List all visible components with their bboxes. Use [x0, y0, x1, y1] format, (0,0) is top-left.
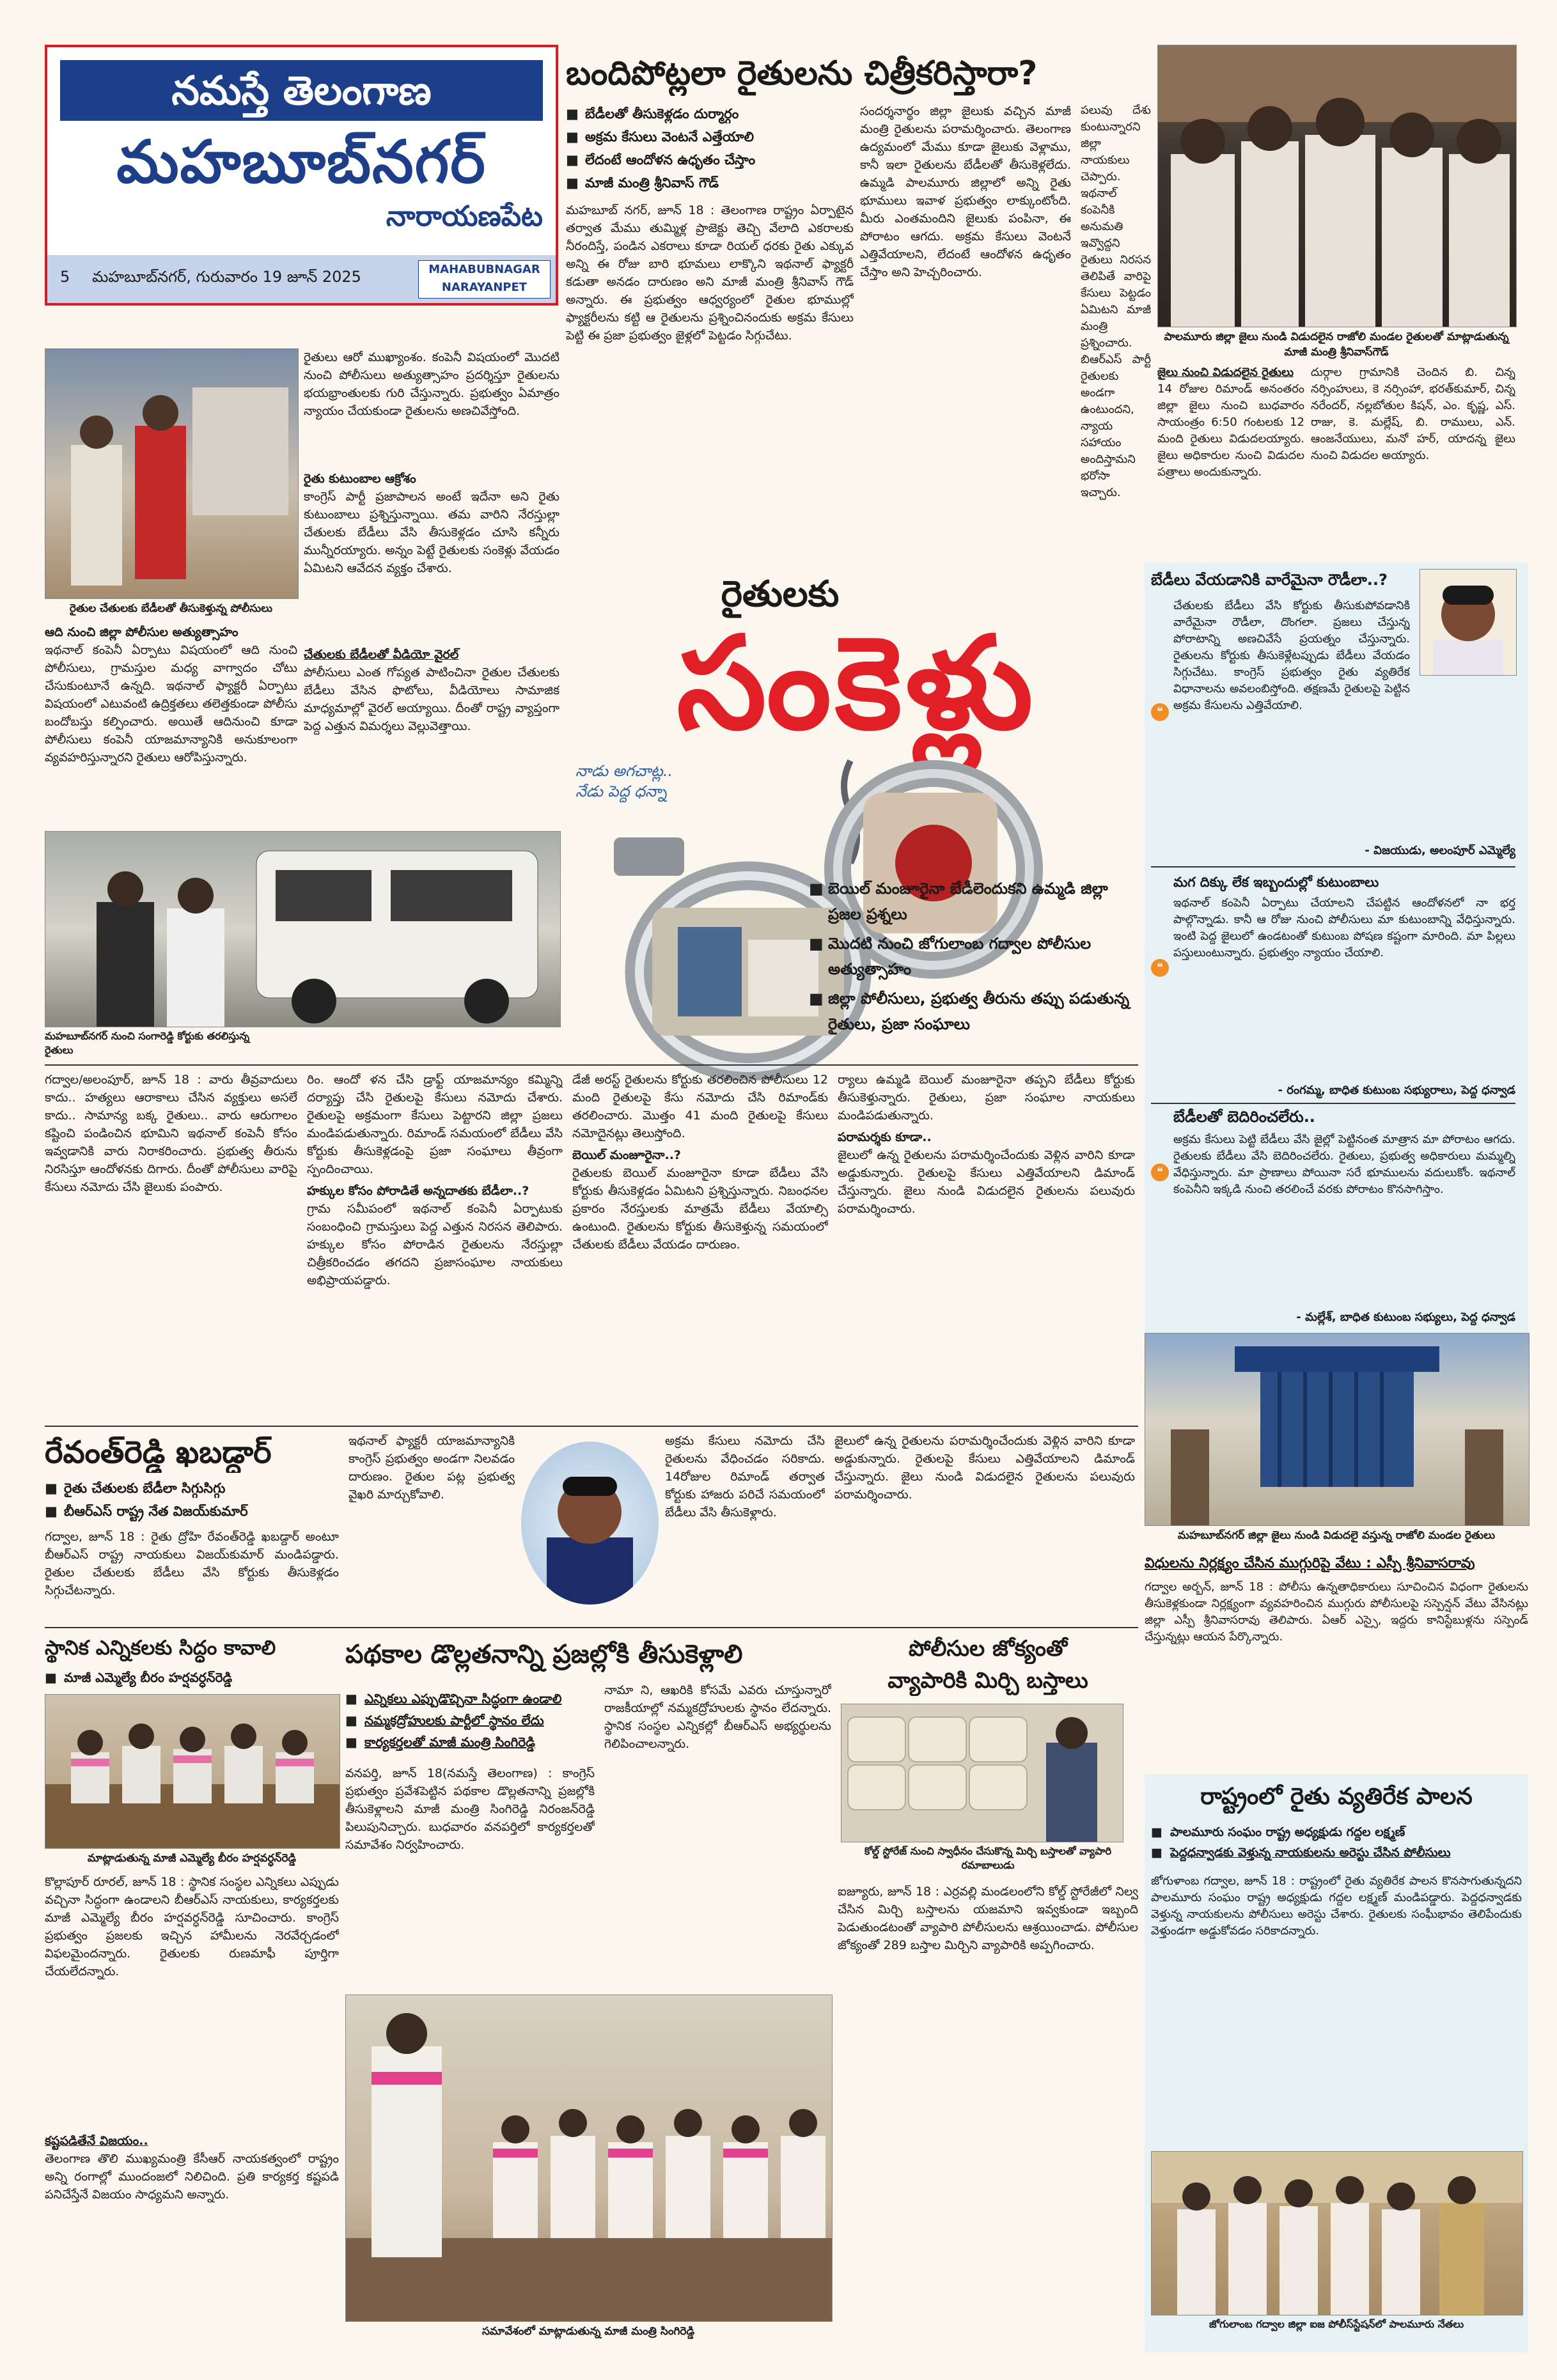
schemes-photo [345, 1995, 833, 2322]
mid-column-4-text: ర్యాలు ఉమ్మడి బెయిల్ మంజూరైనా తప్పని బేడీలు కోర్టుకు తీసుకెళ్తున్నారు. రైతులు, ప్రజా సంఘాల నాయకులు మండిపడుతున్నారు. [838, 1073, 1135, 1123]
left-photo-1-caption: రైతుల చేతులకు బేడీలతో తీసుకెళ్తున్న పోలీసులు [69, 602, 273, 615]
sidebar-divider [1151, 1103, 1515, 1104]
local-photo [45, 1694, 340, 1849]
revanth-bullets [45, 1477, 339, 1523]
jail-photo-caption: మహబూబ్‌నగర్ జిల్లా జైలు నుండి విడుదలై వస్తున్న రాజోలి మండల రైతులు [1177, 1529, 1496, 1542]
local-text: కొల్లాపూర్ రూరల్, జూన్ 18 : స్థానిక సంస్థల ఎన్నికలు ఎప్పుడు వచ్చినా సిద్ధంగా ఉండాలని బీఆర్ఎస్ నాయకులు, కార్యకర్తలకు మాజీ ఎమ్మెల్యే బీరం హర్షవర్ధన్‌రెడ్డి సూచించారు. కాంగ్రెస్ ప్రభుత్వం ప్రజలకు ఇచ్చిన హామీలను నెరవేర్చడంలో విఫలమైందన్నారు. రైతులకు రుణమాఫీ పూర్తిగా చేయలేదన్నారు. [45, 1875, 339, 1979]
chilli-headline-2: వ్యాపారికి మిర్చి బస్తాలు [888, 1668, 1088, 1693]
revanth-text-2: ఇథనాల్ ఫ్యాక్టరీ యాజమాన్యానికి కాంగ్రెస్ ప్రభుత్వం అండగా నిలవడం దారుణం. రైతుల పట్ల ప్రభుత్వ వైఖరి మార్చుకోవాలి. [348, 1434, 515, 1502]
release-text: 14 రోజుల రిమాండ్ అనంతరం జిల్లా జైలు నుంచి బుధవారం సాయంత్రం 6:50 గంటలకు 12 మంది రైతులు విడుదలయ్యారు. జైలు అధికారుల నుంచి విడుదల పత్రాలు అందుకున్నారు. [1157, 382, 1304, 479]
masthead-title: నమస్తే తెలంగాణ [60, 60, 543, 121]
banner-tagline: నాడు అగచాట్ల.. నేడు పెద్ద ధన్నా [575, 762, 673, 800]
meeting-photo-icon [45, 1695, 340, 1848]
schemes-bullet: ■ నమ్మకద్రోహులకు పార్టీలో స్థానం లేదు [345, 1709, 595, 1731]
mid-column-3-text: డేజీ అరస్ట్ రైతులను కోర్టుకు తరలించిన పోలీసులు 12 మంది రైతులపై కేసు నమోదు చేసి రిమాండ్‌కు తరలించారు. మొత్తం 41 మంది రైతులపై కేసులు నమోదైనట్లు తెలుస్తోంది. [572, 1073, 828, 1140]
section-divider [45, 1627, 1138, 1628]
schemes-photo-caption: సమావేశంలో మాట్లాడుతున్న మాజీ మంత్రి సింగిరెడ్డి [481, 2325, 695, 2338]
rights-subhead: హక్కుల కోసం పోరాడితే అన్నదాతకు బేడీలా..? [307, 1184, 529, 1198]
chilli-photo [841, 1704, 1123, 1842]
sp-headline: విధులను నిర్లక్ష్యం చేసిన ముగ్గురిపై వేటు : ఎస్పీ శ్రీనివాసరావు [1145, 1555, 1475, 1571]
schemes-text-1: వనపర్తి, జూన్ 18(నమస్తే తెలంగాణ) : కాంగ్రెస్ ప్రభుత్వం ప్రవేశపెట్టిన పథకాల డొల్లతనాన్ని ప్రజల్లోకి తీసుకెళ్లాలని మాజీ మంత్రి సింగిరెడ్డి నిరంజన్‌రెడ్డి పిలుపునిచ్చారు. బుధవారం వనపర్తిలో కార్యకర్తలతో సమావేశం నిర్వహించారు. [345, 1766, 595, 1852]
edition-en-2: NARAYANPET [441, 281, 528, 294]
left-police [45, 623, 297, 828]
schemes-text-2: నామా ని, ఆఖరికి కోసమే ఎవరు చూస్తున్నారో రాజకీయాల్లో నమ్మకద్రోహులకు స్థానం లేదన్నారు. స్థానిక సంస్థల ఎన్నికల్లో బీఆర్ఎస్ అభ్యర్థులను గెలిపించాలన్నారు. [604, 1683, 831, 1751]
sidebar-divider [1151, 866, 1515, 867]
edition-en [418, 260, 551, 299]
schemes-headline: పథకాల డొల్లతనాన్ని ప్రజల్లోకి తీసుకెళ్లాలి [345, 1640, 743, 1669]
lead-headline: బందిపోట్లలా రైతులను చిత్రీకరిస్తారా? [566, 54, 1038, 93]
q1-headline: బేడీలు వేయడానికి వారేమైనా రౌడీలా..? [1151, 571, 1388, 589]
video-text: పోలీసులు ఎంత గోప్యత పాటించినా రైతుల చేతులకు బేడీలు వేసిన ఫొటోలు, వీడియోలు సామాజిక మాధ్యమాల్లో వైరల్ అయ్యాయి. దీంతో రాష్ట్ర వ్యాప్తంగా పెద్ద ఎత్తున విమర్శలు వెల్లువెత్తాయి. [304, 665, 559, 733]
schemes-bullet: ■ ఎన్నికలు ఎప్పుడొచ్చినా సిద్ధంగా ఉండాలి [345, 1688, 595, 1709]
police-subhead: ఆది నుంచి జిల్లా పోలీసుల అత్యుత్సాహం [45, 625, 239, 639]
police-text: ఇథనాల్ కంపెనీ ఏర్పాటు విషయంలో ఆది నుంచి పోలీసులు, గ్రామస్తుల మధ్య వాగ్వాదం చోటు చేసుకుంటూనే ఉన్నది. ఇథనాల్ ఫ్యాక్టరీ ఏర్పాటు విషయంలో ఎటువంటి ఉద్రిక్తతలు తలెత్తకుండా పోలీసు బందోబస్తు కల్పించారు. అయితే ఆదినుంచి కూడా పోలీసులు కంపెనీ యాజమాన్యానికి అనుకూలంగా వ్యవహరిస్తున్నారని రైతులు ఆరోపిస్తున్నారు. [45, 643, 297, 765]
anti-farmer-photo [1151, 2151, 1523, 2315]
crowd-photo-icon [1158, 45, 1516, 327]
local-text-2: తెలంగాణ తొలి ముఖ్యమంత్రి కేసీఆర్ నాయకత్వంలో రాష్ట్రం అన్ని రంగాల్లో ముందంజలో నిలిచింది. ప్రతి కార్యకర్త కష్టపడి పనిచేస్తేనే విజయం సాధ్యమని అన్నారు. [45, 2152, 339, 2202]
banner-small: రైతులకు [721, 573, 840, 615]
anti-farmer-bullets [1151, 1822, 1522, 1863]
family-text: కాంగ్రెస్ పార్టీ ప్రజాపాలన అంటే ఇదేనా అని రైతు కుటుంబాలు ప్రశ్నిస్తున్నాయి. తమ వారిని నేరస్తుల్లా చేతులకు బేడీలు వేసి తీసుకెళ్లడం చూసి కన్నీరు మున్నీరయ్యారు. అన్నం పెట్టే రైతులకు సంకెళ్లు వేయడం ఏమిటని ఆవేదన వ్యక్తం చేశారు. [304, 490, 559, 575]
banner-bullets [809, 876, 1141, 1037]
q1-text: చేతులకు బేడీలు వేసి కోర్టుకు తీసుకుపోవడానికి వారేమైనా రౌడీలా, దొంగలా. ప్రజలు చేస్తున్న పోరాటాన్ని అణచివేసే ప్రయత్నం చేస్తున్నారు. రైతులను కోర్టుకు తీసుకెళ్లేటప్పుడు బేడీలు వేయడం సిగ్గుచేటు. కాంగ్రెస్ ప్రభుత్వం రైతు వ్యతిరేక విధానాలను అవలంబిస్తోంది. తక్షణమే రైతులపై పెట్టిన అక్రమ కేసులను ఎత్తివేయాలి. [1173, 599, 1410, 712]
visit-subhead: పరామర్శకు కూడా.. [838, 1130, 932, 1144]
q3-text: అక్రమ కేసులు పెట్టి బేడీలు వేసి జైల్లో పెట్టినంత మాత్రాన మా పోరాటం ఆగదు. రైతులకు బేడీలు వేసి బెదిరించలేరు. రైతులు, ప్రభుత్వ అధికారులు మమ్మల్ని వేధిస్తున్నారు. మా ప్రాణాలు పోయినా సరే భూములను వదులుకోం. ఇథనాల్ కంపెనీని ఇక్కడి నుంచి తరలించే వరకు పోరాటం కొనసాగిస్తాం. [1173, 1133, 1515, 1196]
mid-column-3 [572, 1071, 828, 1426]
dateline: మహబూబ్‌నగర్, గురువారం 19 జూన్ 2025 [92, 268, 361, 286]
mid-column-2-text: రిం. ఆందో ళన చేసి డ్రాఫ్ట్ యాజమాన్యం కమ్మిన్ని దర్యాప్తు చేసి రైతులపై కేసులు నమోదు చేశారు. రైతులపై అక్రమంగా కేసులు పెట్టారని జిల్లా ప్రజలు మండిపడుతున్నారు. రిమాండ్ సమయంలో బేడీలు వేసి కోర్టుకు తీసుకెళ్లడంపై ప్రజా సంఘాలు తీవ్రంగా స్పందించాయి. [307, 1073, 563, 1176]
quote-icon: ❝ [1151, 1163, 1169, 1181]
lead-bullets [566, 102, 854, 194]
q2-headline: మగ దిక్కు లేక ఇబ్బందుల్లో కుటుంబాలు [1173, 875, 1379, 890]
schemes-bullets [345, 1688, 595, 1753]
lead-column-3: పలువు దేశు కుంటున్నారని జిల్లా నాయకులు చెప్పారు. ఇథనాల్ కంపెనీకి అనుమతి ఇవ్వొద్దని రైతులు నిరసన తెలిపితే వారిపై కేసులు పెట్టడం ఏమిటని మాజీ మంత్రి ప్రశ్నించారు. బిఆర్ఎస్ పార్టీ రైతులకు అండగా ఉంటుందని, న్యాయ సహాయం అందిస్తామని భరోసా ఇచ్చారు. [1081, 104, 1151, 499]
revanth-bullet: ■ బీఆర్ఎస్ రాష్ట్ర నేత విజయ్‌కుమార్ [45, 1500, 339, 1523]
revanth-headline: రేవంత్‌రెడ్డి ఖబడ్దార్ [45, 1435, 272, 1470]
portrait-icon [1420, 570, 1516, 675]
visit-text: జైలులో ఉన్న రైతులను పరామర్శించేందుకు వెళ్లిన వారిని కూడా అడ్డుకున్నారు. రైతులపై కేసులు ఎత్తివేయాలని డిమాండ్ చేస్తున్నారు. జైలు నుండి విడుదలైన రైతులను పలువురు పరామర్శించారు. [838, 1148, 1135, 1216]
masthead-strip [47, 255, 556, 303]
police-station-photo-icon [1152, 2152, 1522, 2315]
bail-text: రైతులకు బెయిల్ మంజూరైనా కూడా బేడీలు వేసి కోర్టుకు తీసుకెళ్లడం ఏమిటని ప్రశ్నిస్తున్నారు. నిబంధనల ప్రకారం నేరస్తులకు మాత్రమే బేడీలు వేయాల్సి ఉంటుంది. రైతులను కోర్టుకు తీసుకెళ్తున్న సమయంలో చేతులకు బేడీలు వేయడం దారుణం. [572, 1166, 828, 1252]
police-van-photo-icon [45, 832, 560, 1027]
local-headline: స్థానిక ఎన్నికలకు సిద్ధం కావాలి [45, 1637, 276, 1660]
mla-portrait [1420, 569, 1517, 676]
schemes-bullet: ■ కార్యకర్తలతో మాజీ మంత్రి సింగిరెడ్డి [345, 1731, 595, 1753]
left-family [304, 470, 559, 642]
banner-big: సంకెళ్లు [677, 609, 1037, 758]
masthead-sub-edition: నారాయణపేట [386, 200, 543, 233]
quote-icon: ❝ [1151, 959, 1169, 977]
q3-headline: బేడీలతో బెదిరించలేరు.. [1173, 1108, 1315, 1126]
chilli-headline-1: పోలీసుల జోక్యంతో [908, 1636, 1068, 1661]
local-success [45, 2132, 339, 2349]
bail-subhead: బెయిల్ మంజూరైనా..? [572, 1148, 681, 1162]
banner-bullet: ■ మొదటి నుంచి జోగులాంబ గద్వాల పోలీసుల అత్యుత్సాహం [809, 931, 1141, 982]
q1-sign: - విజయుడు, అలంపూర్ ఎమ్మెల్యే [1365, 844, 1515, 857]
masthead-edition: మహబూబ్‌నగర్ [116, 128, 487, 196]
banner-bullet: ■ జిల్లా పోలీసులు, ప్రభుత్వ తీరును తప్పు పడుతున్న రైతులు, ప్రజా సంఘాలు [809, 986, 1141, 1037]
revanth-text-1: గద్వాల, జూన్ 18 : రైతు ద్రోహి రేవంత్‌రెడ్డి ఖబడ్దార్ అంటూ బీఆర్ఎస్ రాష్ట్ర నాయకులు విజయ్‌కుమార్ మండిపడ్డారు. రైతుల చేతులకు బేడీలు వేసి కోర్టుకు తీసుకెళ్లడం సిగ్గుచేటన్నారు. [45, 1530, 339, 1598]
rights-text: గ్రామ సమీపంలో ఇథనాల్ కంపెనీ ఏర్పాటుకు సంబంధించి గ్రామస్తులు పెద్ద ఎత్తున నిరసన తెలిపారు. హక్కుల కోసం పోరాడిన రైతులను నేరస్తుల్లా చిత్రీకరించడం తగదని ప్రజాసంఘాల నాయకులు అభిప్రాయపడ్డారు. [307, 1202, 563, 1287]
family-subhead: రైతు కుటుంబాల ఆక్రోశం [304, 472, 416, 486]
farmers-photo-icon [45, 349, 298, 598]
chilli-text: ఐజ్యూరు, జూన్ 18 : ఎర్రవల్లి మండలంలోని కోల్డ్ స్టోరేజీలో నిల్వ చేసిన మిర్చి బస్తాలను యజమాని ఇవ్వకుండా ఇబ్బంది పెడుతుండటంతో వ్యాపారి పోలీసులను ఆశ్రయించాడు. పోలీసుల జోక్యంతో 289 బస్తాల మిర్చిని వ్యాపారికి అప్పగించారు. [838, 1885, 1138, 1952]
anti-farmer-text: జోగుళాంబ గద్వాల, జూన్ 18 : రాష్ట్రంలో రైతు వ్యతిరేక పాలన కొనసాగుతున్నదని పాలమూరు సంఘం రాష్ట్ర అధ్యక్షుడు గద్దల లక్ష్మణ్ మండిపడ్డారు. పెద్దధన్వాడకు వెళ్తున్న నాయకులను పోలీసులు అరెస్టు చేశారు. రైతులకు సంఘీభావం తెలిపేందుకు వెళ్తుండగా అడ్డుకోవడం సరికాదన్నారు. [1151, 1874, 1522, 1938]
q3-sign: - మల్లేశ్, బాధిత కుటుంబ సభ్యులు, పెద్ద ధన్వాడ [1296, 1311, 1515, 1324]
leader-portrait-icon [521, 1442, 659, 1605]
local-photo-caption: మాట్లాడుతున్న మాజీ ఎమ్మెల్యే బీరం హర్షవర్ధన్‌రెడ్డి [87, 1852, 297, 1865]
page-number: 5 [60, 268, 70, 286]
section-divider [45, 1064, 1138, 1066]
masthead [45, 45, 558, 306]
revanth-text-3: అక్రమ కేసులు నమోదు చేసి రైతులను వేధించడం సరికాదు. 14రోజుల రిమాండ్ తర్వాత కోర్టుకు హాజరు పరిచే సమయంలో బేడీలు వేసి తీసుకెళ్లారు. [665, 1434, 825, 1520]
section-divider [45, 1426, 1138, 1427]
sp-text: గద్వాల అర్బన్, జూన్ 18 : పోలీసు ఉన్నతాధికారులు సూచించిన విధంగా రైతులను తీసుకెళ్లకుండా నిర్లక్ష్యంగా వ్యవహరించిన ముగ్గురు పోలీసులపై సస్పెన్షన్ వేటు వేసినట్లు జిల్లా ఎస్పీ శ్రీనివాసరావు తెలిపారు. ఏఆర్ ఎస్సై, ఇద్దరు కానిస్టేబుళ్లను సస్పెండ్ చేస్తున్నట్లు ఆయన పేర్కొన్నారు. [1145, 1580, 1528, 1644]
anti-farmer-headline: రాష్ట్రంలో రైతు వ్యతిరేక పాలన [1200, 1784, 1473, 1810]
edition-en-1: MAHABUBNAGAR [428, 263, 540, 276]
release-text-2: దుర్గాల గ్రామానికి చెందిన బి. చిన్న నర్సింహులు, కె నర్సింహా, భరత్‌కుమార్, చిన్న నరేందర్, నల్లబోతుల కిషన్, ఎం. కృష్ణ, ఎస్. రాజు, కె. మల్లేష్, బి. రాములు, ఎన్. ఆంజనేయులు, మనో హర్, యాదన్న జైలు నుంచి విడుదల అయ్యారు. [1311, 366, 1515, 462]
banner-bullet: ■ బెయిల్ మంజూరైనా బేడీలెందుకని ఉమ్మడి జిల్లా ప్రజల ప్రశ్నలు [809, 876, 1141, 927]
q2-text: ఇథనాల్ కంపెనీ ఏర్పాటు చేయాలని చేపట్టిన ఆందోళనలో నా భర్త పాల్గొన్నాడు. కానీ ఆ రోజు నుంచి పోలీసులు మా కుటుంబాన్ని వేధిస్తున్నారు. ఇంటి పెద్ద జైలులో ఉండటంతో కుటుంబ పోషణ కష్టంగా మారింది. మా పిల్లలు పస్తులుంటున్నారు. ప్రభుత్వం న్యాయం చేయాలి. [1173, 896, 1515, 960]
left-photo-2 [45, 831, 561, 1027]
lead-photo [1157, 45, 1517, 327]
lead-bullet: ■ మాజీ మంత్రి శ్రీనివాస్ గౌడ్ [566, 171, 854, 194]
sacks-photo-icon [841, 1704, 1123, 1842]
mid-column-1: గద్వాల/అలంపూర్, జూన్ 18 : వారు తీవ్రవాదులు కాదు.. హత్యలు ఆరాకాలు చేసిన వ్యక్తులు అసలే కాదు.. సామాన్య బక్క రైతులు.. వారు ఆరుగాలం కష్టించి పండించిన భూమిని ఇథనాల్ కంపెనీ కోసం ఇవ్వడానికి వారు నిరాకరించారు. ప్రభుత్వ తీరును నిరసిస్తూ ఆందోళనకు దిగారు. దీంతో పోలీసులు వారిపై కేసులు నమోదు చేసి జైలుకు పంపారు. [45, 1073, 297, 1194]
revanth-bullet: ■ రైతు చేతులకు బేడీలా సిగ్గుసిగ్గు [45, 1477, 339, 1500]
revanth-portrait [521, 1442, 659, 1605]
chilli-photo-caption: కోల్డ్ స్టోరేజ్ నుంచి స్వాధీనం చేసుకొన్న మిర్చి బస్తాలతో వ్యాపారి రమాబాలుడు [864, 1845, 1112, 1871]
revanth-text-4: జైలులో ఉన్న రైతులను పరామర్శించేందుకు వెళ్లిన వారిని కూడా అడ్డుకున్నారు. రైతులపై కేసులు ఎత్తివేయాలని డిమాండ్ చేస్తున్నారు. జైలు నుండి విడుదలైన రైతులను పలువురు పరామర్శించారు. [834, 1434, 1135, 1502]
local-bullet [45, 1667, 339, 1688]
local-subhead: కష్టపడితేనే విజయం.. [45, 2134, 148, 2148]
jail-gate-photo-icon [1145, 1334, 1529, 1525]
anti-farmer-bullet: ■ పాలమూరు సంఘం రాష్ట్ర అధ్యక్షుడు గద్దల లక్ష్మణ్ [1151, 1822, 1522, 1842]
lead-bullet: ■ అక్రమ కేసులు వెంటనే ఎత్తేయాలి [566, 125, 854, 148]
left-top-text: రైతులు ఆరో ముఖ్యాంశం. కంపెనీ విషయంలో మొదటి నుంచి పోలీసులు అత్యుత్సాహం ప్రదర్శిస్తూ రైతులను భయభ్రాంతులకు గురి చేస్తున్నారు. ప్రభుత్వం ఏమాత్రం న్యాయం చేయకుండా రైతులను అణచివేస్తోంది. [304, 350, 559, 418]
left-video [304, 646, 559, 837]
lead-bullet: ■ బేడీలతో తీసుకెళ్లడం దుర్మార్గం [566, 102, 854, 125]
lead-photo-caption: పాలమూరు జిల్లా జైలు నుండి విడుదలైన రాజోలి మండల రైతులతో మాట్లాడుతున్న మాజీ మంత్రి శ్రీనివాస్‌గౌడ్ [1164, 331, 1509, 359]
release-subhead: జైలు నుంచి విడుదలైన రైతులు [1157, 366, 1294, 379]
left-photo-2-caption: మహబూబ్‌నగర్ నుంచి సంగారెడ్డి కోర్టుకు తరలిస్తున్న రైతులు [45, 1030, 250, 1056]
anti-farmer-photo-caption: జోగులాంబ గద్వాల జిల్లా ఐజ పోలీస్‌స్టేషన్‌లో పాలమూరు నేతలు [1209, 2318, 1464, 2330]
lead-column-1: మహబూబ్ నగర్, జూన్ 18 : తెలంగాణ రాష్ట్రం ఏర్పాటైన తర్వాత మేము తుమ్మిళ్ల ప్రాజెక్టు తెచ్చి వేలాది ఎకరాలకు నీరందిస్తే, పండిన ఎకరాలు కూడా రియల్ ధరకు రైతు ఎక్కువ అన్ని ఈ రోజు బారి భూమలు లాక్కొని ఇథనాల్ ఫ్యాక్టరీ కడుతా అనడం దారుణం అని మాజీ మంత్రి శ్రీనివాస్ గౌడ్ అన్నారు. ఈ ప్రభుత్వం ఆధ్వర్యంలో రైతుల భూముల్లో ఫ్యాక్టరీలను కట్టి ఆ రైతులను ప్రశ్నించినందుకు అక్రమ కేసులు పెట్టి ఈ ప్రజా ప్రభుత్వం జైళ్లలో పెట్టడం సిగ్గుచేటు. [566, 203, 854, 343]
jail-photo [1145, 1333, 1530, 1526]
q2-sign: - రంగమ్మ, బాధిత కుటుంబ సభ్యురాలు, పెద్ద ధన్వాడ [1278, 1084, 1515, 1097]
mid-column-4 [838, 1071, 1135, 1426]
rally-photo-icon [346, 1995, 832, 2321]
mid-column-2 [307, 1071, 563, 1426]
lead-column-2: సందర్శనార్థం జిల్లా జైలుకు వచ్చిన మాజీ మంత్రి రైతులను పరామర్శించారు. తెలంగాణ ఉద్యమంలో మేము కూడా జైలుకు వెళ్లాము, కానీ ఇలా రైతులను బేడీలతో తీసుకెళ్లలేదు. ఉమ్మడి పాలమూరు జిల్లాలో అన్ని రైతు భూములు ఇవాళ ప్రభుత్వం లాక్కుంటోంది. మీరు ఎంతమందిని జైలుకు పంపినా, ఈ పోరాటం ఆగదు. అక్రమ కేసులు వెంటనే ఎత్తివేయాలని, లేదంటే ఆందోళన ఉధృతం చేస్తాం అని హెచ్చరించారు. [860, 104, 1071, 279]
video-subhead: చేతులకు బేడీలతో వీడియో వైరల్ [304, 648, 459, 662]
lead-right-column [1157, 364, 1304, 575]
lead-bullet: ■ లేదంటే ఆందోళన ఉధృతం చేస్తాం [566, 148, 854, 171]
anti-farmer-bullet: ■ పెద్దధన్వాడకు వెళ్తున్న నాయకులను అరెస్టు చేసిన పోలీసులు [1151, 1842, 1522, 1863]
left-photo-1 [45, 348, 299, 599]
local-bullet-item: ■ మాజీ ఎమ్మెల్యే బీరం హర్షవర్ధన్‌రెడ్డి [45, 1667, 339, 1688]
quote-icon: ❝ [1151, 703, 1169, 721]
